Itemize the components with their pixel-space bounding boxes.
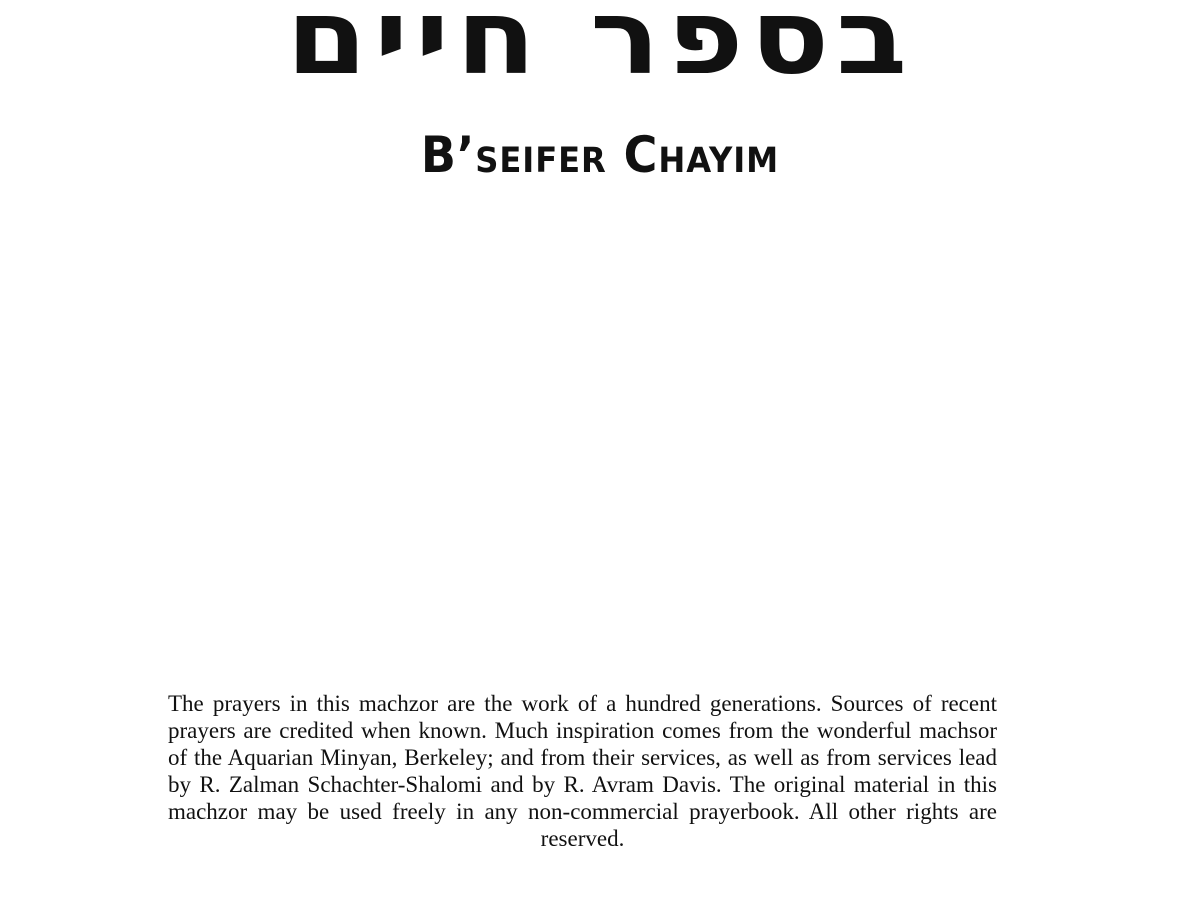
hebrew-title: בספר חיים: [286, 0, 914, 98]
english-title: B’seifer Chayim: [420, 126, 780, 184]
credits-paragraph: The prayers in this machzor are the work of a hundred generations. Sources of recent prayers are credited when known. Much inspiration comes from the wonderful machsor of the Aquarian Minyan, Berkeley; and from their services, as well as from services lead by R. Zalman Schachter-Shalomi and by R. Avram Davis. The original material in this machzor may be used freely in any non-commercial prayerbook. All other rights are reserved.: [168, 691, 997, 851]
